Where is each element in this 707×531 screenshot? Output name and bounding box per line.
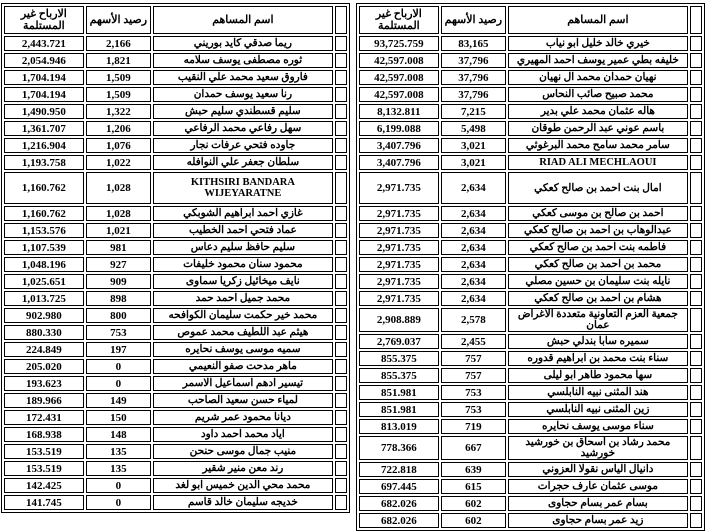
serial-column-header [335, 6, 347, 34]
share-balance-cell: 37,796 [441, 53, 506, 68]
shareholder-name-cell: RIAD ALI MECHLAOUI [508, 155, 688, 170]
shareholder-name-cell: ثوره مصطفى يوسف سلامه [153, 53, 333, 68]
serial-cell [690, 87, 702, 102]
serial-cell [335, 359, 347, 374]
share-balance-column-header: رصيد الأسهم [86, 6, 151, 34]
serial-cell [335, 87, 347, 102]
shareholder-name-cell: زين المثنى نبيه النابلسي [508, 402, 688, 417]
shareholder-name-cell: محمد جميل احمد حمد [153, 291, 333, 306]
table-row [359, 206, 702, 221]
serial-cell [690, 334, 702, 349]
unclaimed-dividends-cell: 682.026 [359, 496, 439, 511]
shareholder-name-cell: موسى عثمان عارف حجرات [508, 479, 688, 494]
serial-cell [335, 70, 347, 85]
unclaimed-dividends-cell: 1,361.707 [4, 121, 84, 136]
serial-cell [335, 291, 347, 306]
serial-cell [690, 274, 702, 289]
table-row [359, 436, 702, 460]
table-row [359, 121, 702, 136]
serial-cell [335, 138, 347, 153]
table-row [359, 419, 702, 434]
shareholder-name-cell: خليفه بطي عمير يوسف احمد المهيري [508, 53, 688, 68]
unclaimed-dividends-cell: 855.375 [359, 351, 439, 366]
share-balance-cell: 753 [86, 325, 151, 340]
shareholder-name-cell: رند معن منير شقير [153, 461, 333, 476]
table-row [359, 36, 702, 51]
share-balance-cell: 639 [441, 462, 506, 477]
share-balance-cell: 2,634 [441, 223, 506, 238]
table-row [359, 385, 702, 400]
shareholder-name-cell: هاله عثمان محمد علي بدير [508, 104, 688, 119]
serial-cell [335, 36, 347, 51]
unclaimed-dividends-cell: 1,025.651 [4, 274, 84, 289]
share-balance-cell: 981 [86, 240, 151, 255]
share-balance-cell: 719 [441, 419, 506, 434]
share-balance-cell: 135 [86, 461, 151, 476]
unclaimed-dividends-cell: 1,490.950 [4, 104, 84, 119]
shareholder-name-cell: جمعية العزم التعاونية متعددة الاغراض عمان [508, 308, 688, 332]
table-row [359, 53, 702, 68]
serial-cell [335, 308, 347, 323]
unclaimed-dividends-cell: 189.966 [4, 393, 84, 408]
unclaimed-dividends-cell: 1,048.196 [4, 257, 84, 272]
share-balance-cell: 2,455 [441, 334, 506, 349]
share-balance-cell: 753 [441, 402, 506, 417]
unclaimed-dividends-cell: 2,443.721 [4, 36, 84, 51]
table-row [4, 495, 347, 510]
table-row [359, 138, 702, 153]
share-balance-cell: 2,634 [441, 257, 506, 272]
shareholder-name-cell: سامر محمد سامح محمد البرغوثي [508, 138, 688, 153]
shareholders-table-right [356, 3, 705, 531]
shareholder-name-cell: KITHSIRI BANDARA WIJEYARATNE [153, 172, 333, 204]
table-row [4, 138, 347, 153]
share-balance-cell: 1,322 [86, 104, 151, 119]
serial-cell [690, 257, 702, 272]
table-row [4, 53, 347, 68]
serial-cell [690, 291, 702, 306]
table-row [359, 496, 702, 511]
table-row [4, 359, 347, 374]
table-row [359, 274, 702, 289]
share-balance-cell: 148 [86, 427, 151, 442]
shareholder-name-cell: نايف ميخائيل زكريا سماوى [153, 274, 333, 289]
unclaimed-dividends-cell: 168.938 [4, 427, 84, 442]
share-balance-cell: 602 [441, 513, 506, 528]
unclaimed-dividends-cell: 2,971.735 [359, 291, 439, 306]
share-balance-cell: 0 [86, 495, 151, 510]
shareholder-name-cell: عماد فتحي احمد الخطيب [153, 223, 333, 238]
unclaimed-dividends-header-line1: الارباح غير [375, 8, 422, 20]
table-row [359, 291, 702, 306]
shareholder-name-cell: سلطان جعفر علي النوافله [153, 155, 333, 170]
shareholder-name-cell: ماهر مدحت صفو النعيمي [153, 359, 333, 374]
serial-cell [335, 240, 347, 255]
serial-cell [690, 496, 702, 511]
share-balance-cell: 3,021 [441, 155, 506, 170]
table-row [4, 223, 347, 238]
table-row [4, 393, 347, 408]
serial-cell [335, 427, 347, 442]
serial-cell [690, 36, 702, 51]
shareholder-name-cell: احمد بن صالح بن موسى كعكي [508, 206, 688, 221]
share-balance-cell: 757 [441, 351, 506, 366]
table-row [359, 104, 702, 119]
table-row [4, 427, 347, 442]
unclaimed-dividends-cell: 813.019 [359, 419, 439, 434]
share-balance-cell: 7,215 [441, 104, 506, 119]
shareholder-name-cell: هند المثنى نبيه النابلسي [508, 385, 688, 400]
share-balance-cell: 757 [441, 368, 506, 383]
serial-cell [335, 325, 347, 340]
shareholder-name-cell: نهيان حمدان محمد ال نهيان [508, 70, 688, 85]
share-balance-cell: 2,578 [441, 308, 506, 332]
serial-cell [690, 155, 702, 170]
unclaimed-dividends-cell: 224.849 [4, 342, 84, 357]
serial-cell [335, 121, 347, 136]
unclaimed-dividends-cell: 851.981 [359, 402, 439, 417]
share-balance-cell: 602 [441, 496, 506, 511]
unclaimed-dividends-cell: 682.026 [359, 513, 439, 528]
share-balance-cell: 2,166 [86, 36, 151, 51]
unclaimed-dividends-header-line2: المستلمة [22, 20, 65, 32]
shareholder-name-cell: ريما صدقي كايد بوريني [153, 36, 333, 51]
share-balance-cell: 927 [86, 257, 151, 272]
unclaimed-dividends-cell: 778.366 [359, 436, 439, 460]
unclaimed-dividends-cell: 697.445 [359, 479, 439, 494]
table-row [359, 223, 702, 238]
unclaimed-dividends-cell: 1,704.194 [4, 70, 84, 85]
serial-cell [690, 138, 702, 153]
serial-cell [335, 53, 347, 68]
share-balance-cell: 5,498 [441, 121, 506, 136]
serial-cell [690, 240, 702, 255]
shareholder-name-cell: سناء موسى يوسف نحايره [508, 419, 688, 434]
share-balance-cell: 667 [441, 436, 506, 460]
shareholder-name-column-header: اسم المساهم [508, 6, 688, 34]
shareholder-name-cell: محمد رشاد بن اسحاق بن خورشيد خورشيد [508, 436, 688, 460]
serial-cell [335, 155, 347, 170]
unclaimed-dividends-cell: 8,132.811 [359, 104, 439, 119]
shareholder-name-cell: امال بنت احمد بن صالح كعكي [508, 172, 688, 204]
serial-cell [690, 70, 702, 85]
share-balance-cell: 1,206 [86, 121, 151, 136]
share-balance-cell: 2,634 [441, 291, 506, 306]
unclaimed-dividends-cell: 1,704.194 [4, 87, 84, 102]
table-row [4, 257, 347, 272]
table-row [4, 70, 347, 85]
shareholder-name-cell: خيري خالد خليل ابو نياب [508, 36, 688, 51]
unclaimed-dividends-cell: 2,971.735 [359, 257, 439, 272]
shareholder-name-cell: فاطمه بنت احمد بن صالح كعكي [508, 240, 688, 255]
share-balance-cell: 1,509 [86, 70, 151, 85]
share-balance-cell: 0 [86, 359, 151, 374]
share-balance-cell: 1,509 [86, 87, 151, 102]
table-body [359, 36, 702, 528]
unclaimed-dividends-cell: 3,407.796 [359, 155, 439, 170]
share-balance-cell: 615 [441, 479, 506, 494]
shareholder-name-cell: سهل رفاعي محمد الرفاعي [153, 121, 333, 136]
table-row [4, 291, 347, 306]
serial-cell [335, 478, 347, 493]
serial-cell [690, 419, 702, 434]
table-row [4, 155, 347, 170]
shareholder-name-cell: محمد خير حكمت سليمان الكوافحه [153, 308, 333, 323]
unclaimed-dividends-cell: 1,216.904 [4, 138, 84, 153]
serial-cell [690, 436, 702, 460]
shareholder-name-cell: سميره سابا بندلي حبش [508, 334, 688, 349]
unclaimed-dividends-cell: 2,971.735 [359, 172, 439, 204]
shareholder-name-cell: دانيال الياس نقولا العزوني [508, 462, 688, 477]
serial-cell [335, 410, 347, 425]
serial-cell [335, 376, 347, 391]
shareholder-name-cell: ديانا محمود عمر شريم [153, 410, 333, 425]
table-row [4, 461, 347, 476]
shareholder-name-cell: منيب جمال موسى حنحن [153, 444, 333, 459]
serial-cell [335, 342, 347, 357]
shareholder-name-cell: عبدالوهاب بن احمد بن صالح كعكي [508, 223, 688, 238]
unclaimed-dividends-cell: 2,054.946 [4, 53, 84, 68]
unclaimed-dividends-cell: 2,908.889 [359, 308, 439, 332]
shareholder-name-cell: زيد عمر بسام حجاوى [508, 513, 688, 528]
serial-cell [335, 461, 347, 476]
table-header [4, 6, 347, 34]
share-balance-cell: 753 [441, 385, 506, 400]
share-balance-cell: 150 [86, 410, 151, 425]
serial-cell [335, 223, 347, 238]
unclaimed-dividends-cell: 1,107.539 [4, 240, 84, 255]
unclaimed-dividends-cell: 6,199.088 [359, 121, 439, 136]
serial-cell [690, 121, 702, 136]
serial-cell [690, 368, 702, 383]
table-row [4, 121, 347, 136]
unclaimed-dividends-cell: 2,769.037 [359, 334, 439, 349]
unclaimed-dividends-cell: 205.020 [4, 359, 84, 374]
unclaimed-dividends-cell: 93,725.759 [359, 36, 439, 51]
share-balance-cell: 135 [86, 444, 151, 459]
share-balance-cell: 3,021 [441, 138, 506, 153]
unclaimed-dividends-cell: 141.745 [4, 495, 84, 510]
serial-cell [690, 172, 702, 204]
share-balance-cell: 1,021 [86, 223, 151, 238]
shareholder-name-cell: اياد محمد احمد داود [153, 427, 333, 442]
unclaimed-dividends-cell: 2,971.735 [359, 223, 439, 238]
unclaimed-dividends-cell: 172.431 [4, 410, 84, 425]
table-row [4, 342, 347, 357]
unclaimed-dividends-cell: 153.519 [4, 461, 84, 476]
share-balance-column-header: رصيد الأسهم [441, 6, 506, 34]
shareholder-name-cell: محمود سنان محمود خليفات [153, 257, 333, 272]
shareholder-name-cell: فاروق سعيد محمد علي النقيب [153, 70, 333, 85]
table-row [359, 308, 702, 332]
unclaimed-dividends-cell: 902.980 [4, 308, 84, 323]
serial-cell [690, 351, 702, 366]
unclaimed-dividends-cell: 1,153.576 [4, 223, 84, 238]
table-row [359, 351, 702, 366]
unclaimed-dividends-cell: 1,193.758 [4, 155, 84, 170]
unclaimed-dividends-cell: 2,971.735 [359, 274, 439, 289]
shareholder-name-cell: خديجه سليمان خالد قاسم [153, 495, 333, 510]
shareholder-name-cell: سها محمود طاهر ابو ليلى [508, 368, 688, 383]
serial-cell [335, 104, 347, 119]
shareholder-name-cell: رنا سعيد يوسف حمدان [153, 87, 333, 102]
share-balance-cell: 37,796 [441, 87, 506, 102]
share-balance-cell: 800 [86, 308, 151, 323]
serial-cell [335, 257, 347, 272]
unclaimed-dividends-cell: 42,597.008 [359, 70, 439, 85]
table-row [4, 376, 347, 391]
unclaimed-dividends-cell: 1,013.725 [4, 291, 84, 306]
table-row [359, 402, 702, 417]
shareholder-name-cell: هشام بن احمد بن صالح كعكي [508, 291, 688, 306]
unclaimed-dividends-column-header [4, 6, 84, 34]
table-row [359, 87, 702, 102]
shareholder-name-cell: نايله بنت سليمان بن حسين مصلي [508, 274, 688, 289]
shareholder-name-cell: سليم قسطندي سليم حبش [153, 104, 333, 119]
table-row [359, 334, 702, 349]
share-balance-cell: 0 [86, 478, 151, 493]
shareholder-name-cell: غازي احمد ابراهيم الشوبكي [153, 206, 333, 221]
serial-cell [335, 206, 347, 221]
share-balance-cell: 149 [86, 393, 151, 408]
header-row [359, 6, 702, 34]
unclaimed-dividends-cell: 2,971.735 [359, 240, 439, 255]
serial-cell [690, 462, 702, 477]
table-row [4, 206, 347, 221]
unclaimed-dividends-header-line1: الارباح غير [20, 8, 67, 20]
table-row [359, 368, 702, 383]
serial-cell [335, 274, 347, 289]
table-row [4, 172, 347, 204]
header-row [4, 6, 347, 34]
share-balance-cell: 197 [86, 342, 151, 357]
table-row [4, 87, 347, 102]
shareholder-name-cell: سليم حافظ سليم دعاس [153, 240, 333, 255]
unclaimed-dividends-cell: 3,407.796 [359, 138, 439, 153]
shareholder-name-cell: جاوده فتحي عرفات نجار [153, 138, 333, 153]
share-balance-cell: 2,634 [441, 274, 506, 289]
shareholder-name-cell: سميه موسى يوسف نحايره [153, 342, 333, 357]
serial-cell [690, 206, 702, 221]
shareholder-name-cell: محمد بن احمد بن صالح كعكي [508, 257, 688, 272]
table-row [359, 257, 702, 272]
unclaimed-dividends-cell: 42,597.008 [359, 53, 439, 68]
shareholder-name-cell: محمد محي الدين خميس ابو لغد [153, 478, 333, 493]
unclaimed-dividends-cell: 193.623 [4, 376, 84, 391]
shareholder-name-cell: محمد صبيح صائب النحاس [508, 87, 688, 102]
serial-cell [335, 393, 347, 408]
unclaimed-dividends-cell: 142.425 [4, 478, 84, 493]
serial-cell [690, 223, 702, 238]
serial-cell [690, 513, 702, 528]
table-header [359, 6, 702, 34]
table-row [359, 155, 702, 170]
serial-cell [690, 53, 702, 68]
table-body [4, 36, 347, 510]
table-row [4, 410, 347, 425]
share-balance-cell: 2,634 [441, 240, 506, 255]
unclaimed-dividends-cell: 1,160.762 [4, 172, 84, 204]
table-row [4, 444, 347, 459]
table-row [359, 479, 702, 494]
table-row [4, 240, 347, 255]
serial-cell [335, 495, 347, 510]
serial-column-header [690, 6, 702, 34]
table-row [4, 104, 347, 119]
unclaimed-dividends-cell: 42,597.008 [359, 87, 439, 102]
share-balance-cell: 909 [86, 274, 151, 289]
table-row [359, 70, 702, 85]
shareholder-name-cell: لمياء حسن سعيد الصاحب [153, 393, 333, 408]
table-row [4, 308, 347, 323]
unclaimed-dividends-cell: 851.981 [359, 385, 439, 400]
table-row [4, 36, 347, 51]
shareholder-name-cell: تيسير ادهم اسماعيل الاسمر [153, 376, 333, 391]
share-balance-cell: 2,634 [441, 206, 506, 221]
table-row [359, 462, 702, 477]
shareholder-name-column-header: اسم المساهم [153, 6, 333, 34]
serial-cell [690, 402, 702, 417]
shareholders-table-left [1, 3, 350, 513]
shareholder-name-cell: باسم عوني عبد الرحمن طوقان [508, 121, 688, 136]
share-balance-cell: 37,796 [441, 70, 506, 85]
unclaimed-dividends-header-line2: المستلمة [377, 20, 420, 32]
table-row [359, 513, 702, 528]
serial-cell [335, 172, 347, 204]
serial-cell [690, 104, 702, 119]
unclaimed-dividends-cell: 1,160.762 [4, 206, 84, 221]
unclaimed-dividends-cell: 855.375 [359, 368, 439, 383]
unclaimed-dividends-cell: 153.519 [4, 444, 84, 459]
unclaimed-dividends-cell: 2,971.735 [359, 206, 439, 221]
serial-cell [690, 308, 702, 332]
table-row [4, 325, 347, 340]
serial-cell [335, 444, 347, 459]
share-balance-cell: 2,634 [441, 172, 506, 204]
serial-cell [690, 479, 702, 494]
share-balance-cell: 1,028 [86, 206, 151, 221]
share-balance-cell: 1,076 [86, 138, 151, 153]
share-balance-cell: 83,165 [441, 36, 506, 51]
share-balance-cell: 1,028 [86, 172, 151, 204]
table-row [359, 240, 702, 255]
table-row [359, 172, 702, 204]
serial-cell [690, 385, 702, 400]
unclaimed-dividends-column-header [359, 6, 439, 34]
share-balance-cell: 1,022 [86, 155, 151, 170]
unclaimed-dividends-cell: 880.330 [4, 325, 84, 340]
shareholder-name-cell: سناء بنت محمد بن ابراهيم قدوره [508, 351, 688, 366]
shareholder-name-cell: هيثم عبد اللطيف محمد عموص [153, 325, 333, 340]
share-balance-cell: 0 [86, 376, 151, 391]
unclaimed-dividends-cell: 722.818 [359, 462, 439, 477]
share-balance-cell: 1,821 [86, 53, 151, 68]
table-row [4, 478, 347, 493]
share-balance-cell: 898 [86, 291, 151, 306]
table-row [4, 274, 347, 289]
shareholder-name-cell: بسام عمر بسام حجاوى [508, 496, 688, 511]
